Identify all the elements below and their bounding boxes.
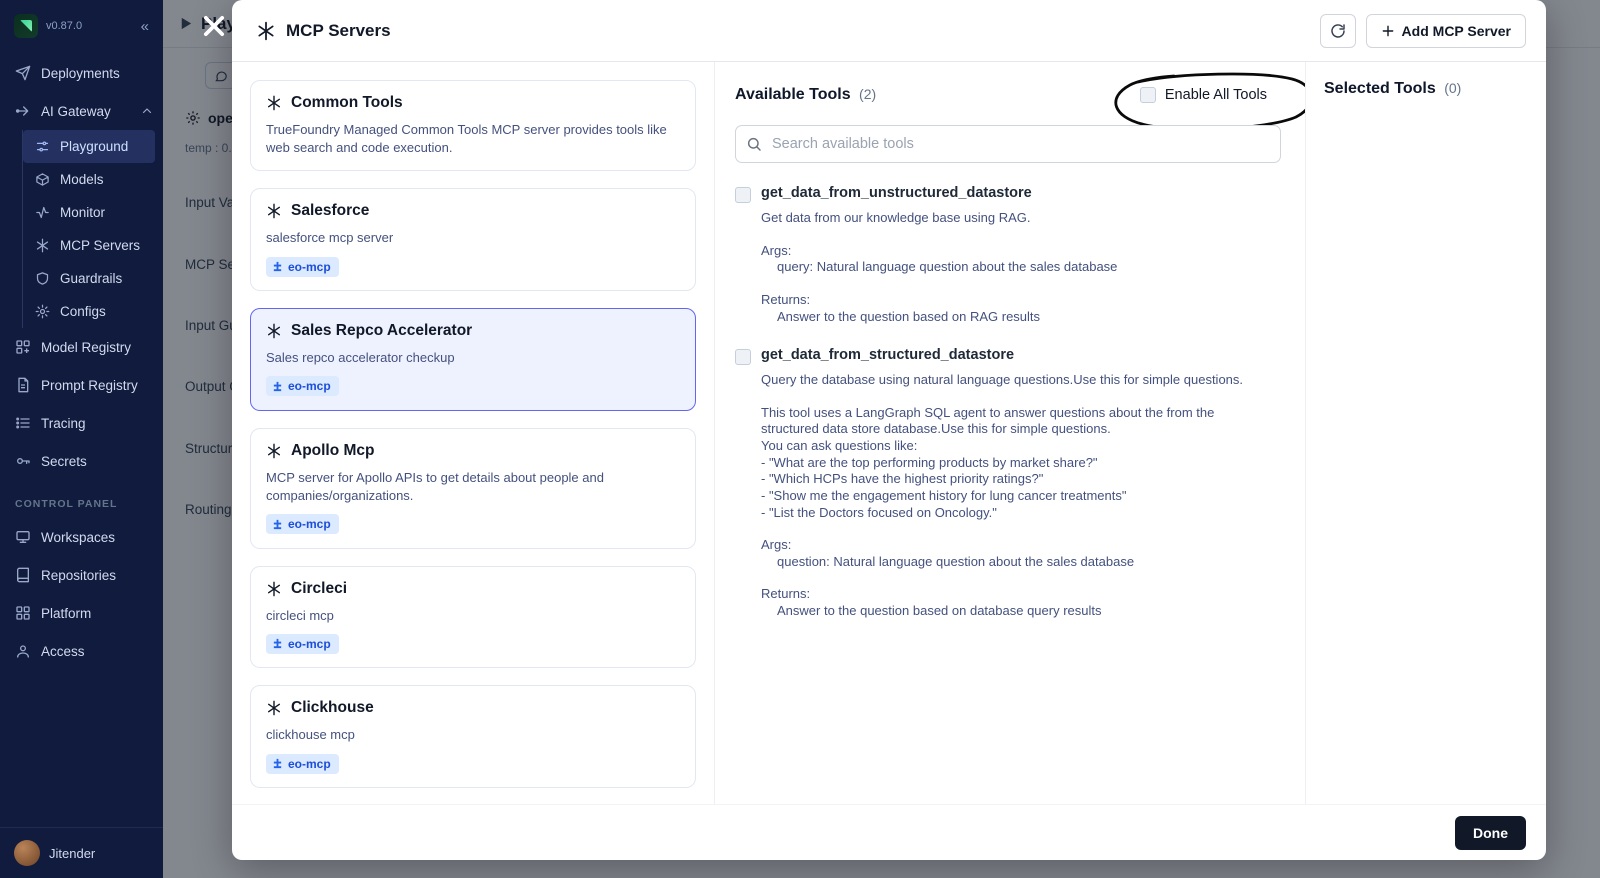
integration-icon <box>272 758 283 769</box>
server-card-clickhouse[interactable] <box>250 685 696 788</box>
sidebar-item-guardrails[interactable]: Guardrails <box>23 262 155 295</box>
server-card-apollo-mcp[interactable] <box>250 428 696 549</box>
enable-all-checkbox[interactable] <box>1140 87 1156 103</box>
server-name: Clickhouse <box>291 699 374 717</box>
tool-name: get_data_from_unstructured_datastore <box>761 185 1032 201</box>
user-icon <box>15 643 31 659</box>
mcp-icon <box>266 95 282 111</box>
user-menu[interactable] <box>0 827 163 878</box>
sidebar-item-access[interactable]: Access <box>0 632 163 670</box>
tracing-icon <box>15 415 31 431</box>
return-line: Answer to the question based on database query results <box>777 603 1102 618</box>
server-badge: eo-mcp <box>266 634 339 654</box>
server-list[interactable] <box>232 62 715 804</box>
add-mcp-server-button[interactable]: Add MCP Server <box>1366 14 1526 48</box>
close-icon[interactable] <box>200 12 228 40</box>
sidebar-item-tracing[interactable]: Tracing <box>0 404 163 442</box>
monitor-icon <box>35 205 50 220</box>
mcp-icon <box>266 581 282 597</box>
server-card-common-tools[interactable] <box>250 80 696 171</box>
server-description: TrueFoundry Managed Common Tools MCP server provides tools like web search and code execution. <box>266 122 667 156</box>
sidebar-item-monitor[interactable]: Monitor <box>23 196 155 229</box>
returns-label: Returns: <box>761 291 811 307</box>
sidebar-item-repositories[interactable]: Repositories <box>0 556 163 594</box>
search-icon <box>746 136 762 152</box>
sidebar-item-platform[interactable]: Platform <box>0 594 163 632</box>
mcp-icon <box>35 238 50 253</box>
server-badge: eo-mcp <box>266 257 339 277</box>
available-tools-panel <box>715 62 1305 804</box>
server-card-salesforce[interactable] <box>250 188 696 291</box>
sidebar-item-playground[interactable]: Playground <box>23 130 155 163</box>
refresh-icon <box>1330 23 1346 39</box>
modal-header <box>232 0 1546 62</box>
refresh-button[interactable] <box>1320 14 1356 48</box>
server-description: circleci mcp <box>266 607 334 623</box>
arg-line: query: Natural language question about the sales database <box>777 259 1118 275</box>
mcp-icon <box>266 323 282 339</box>
arg-line: question: Natural language question about the sales database <box>777 553 1135 569</box>
deployments-icon <box>15 65 31 81</box>
enable-all-label: Enable All Tools <box>1164 87 1267 103</box>
tool-checkbox[interactable] <box>735 187 751 203</box>
key-icon <box>15 453 31 469</box>
server-name: Salesforce <box>291 202 370 220</box>
control-panel-section-label: CONTROL PANEL <box>15 498 118 510</box>
platform-icon <box>15 605 31 621</box>
mcp-icon <box>266 203 282 219</box>
modal-footer <box>232 804 1546 860</box>
enable-all-tools-control <box>1140 87 1281 103</box>
sidebar-item-configs[interactable]: Configs <box>23 295 155 328</box>
prompt-registry-icon <box>15 377 31 393</box>
server-description: MCP server for Apollo APIs to get details about people and companies/organizations. <box>266 469 604 503</box>
ai-gateway-subnav <box>22 130 163 328</box>
search-tools-input[interactable] <box>735 125 1281 163</box>
mcp-icon <box>266 443 282 459</box>
username: Jitender <box>49 845 96 861</box>
sidebar-item-ai-gateway[interactable]: AI Gateway <box>0 92 163 130</box>
return-line: Answer to the question based on RAG results <box>777 308 1041 324</box>
tool-details: This tool uses a LangGraph SQL agent to answer questions about the from the structured data store database.Use this for simple questions. You can ask questions like: - "What are the top performing products by market share?" - "Which HCPs have the highest priority ratings?" - "Show me the engagement history for lung cancer treatments" - "List the Doctors focused on Oncology." <box>761 404 1215 520</box>
sidebar-item-deployments[interactable]: Deployments <box>0 54 163 92</box>
selected-tools-panel <box>1305 62 1546 804</box>
server-description: salesforce mcp server <box>266 230 394 246</box>
integration-icon <box>272 519 283 530</box>
tool-checkbox[interactable] <box>735 349 751 365</box>
integration-icon <box>272 638 283 649</box>
args-label: Args: <box>761 537 792 553</box>
repositories-icon <box>15 567 31 583</box>
playground-icon <box>35 139 50 154</box>
server-card-circleci[interactable] <box>250 566 696 669</box>
sidebar <box>0 0 163 878</box>
server-badge: eo-mcp <box>266 514 339 534</box>
integration-icon <box>272 261 283 272</box>
sidebar-item-models[interactable]: Models <box>23 163 155 196</box>
available-tools-title: Available Tools <box>735 86 851 103</box>
server-badge: eo-mcp <box>266 376 339 396</box>
server-name: Apollo Mcp <box>291 441 375 459</box>
done-button[interactable]: Done <box>1455 816 1526 850</box>
plus-icon <box>1381 24 1395 38</box>
chevron-up-icon <box>141 105 153 117</box>
app-version: v0.87.0 <box>46 20 83 32</box>
sidebar-item-prompt-registry[interactable]: Prompt Registry <box>0 366 163 404</box>
workspaces-icon <box>15 529 31 545</box>
tool-item-structured <box>735 347 1281 620</box>
server-badge: eo-mcp <box>266 754 339 774</box>
server-name: Circleci <box>291 579 348 597</box>
server-description: clickhouse mcp <box>266 727 355 743</box>
server-card-sales-repco-accelerator[interactable] <box>250 308 696 411</box>
sidebar-item-model-registry[interactable]: Model Registry <box>0 328 163 366</box>
models-icon <box>35 172 50 187</box>
ai-gateway-icon <box>15 103 31 119</box>
selected-tools-count: (0) <box>1444 80 1462 96</box>
sidebar-item-mcp-servers[interactable]: MCP Servers <box>23 229 155 262</box>
mcp-servers-modal <box>232 0 1546 860</box>
available-tools-count: (2) <box>859 86 877 102</box>
gear-icon <box>35 304 50 319</box>
tool-description: Get data from our knowledge base using RAG. <box>761 210 1031 225</box>
tool-item-unstructured <box>735 185 1281 325</box>
args-label: Args: <box>761 242 792 258</box>
server-name: Common Tools <box>291 94 403 111</box>
mcp-icon <box>266 700 282 716</box>
modal-title: MCP Servers <box>286 20 391 40</box>
model-registry-icon <box>15 339 31 355</box>
server-name: Sales Repco Accelerator <box>291 322 473 340</box>
tool-name: get_data_from_structured_datastore <box>761 347 1015 364</box>
selected-tools-title: Selected Tools <box>1324 80 1436 97</box>
shield-icon <box>35 271 50 286</box>
sidebar-item-secrets[interactable]: Secrets <box>0 442 163 480</box>
integration-icon <box>272 381 283 392</box>
avatar <box>14 840 40 866</box>
mcp-icon <box>256 21 276 41</box>
server-description: Sales repco accelerator checkup <box>266 350 455 366</box>
sidebar-collapse-icon[interactable]: « <box>140 17 149 35</box>
sidebar-item-workspaces[interactable]: Workspaces <box>0 518 163 556</box>
truefoundry-logo <box>14 14 38 38</box>
tool-description: Query the database using natural language questions.Use this for simple questions. <box>761 372 1244 388</box>
returns-label: Returns: <box>761 586 811 602</box>
